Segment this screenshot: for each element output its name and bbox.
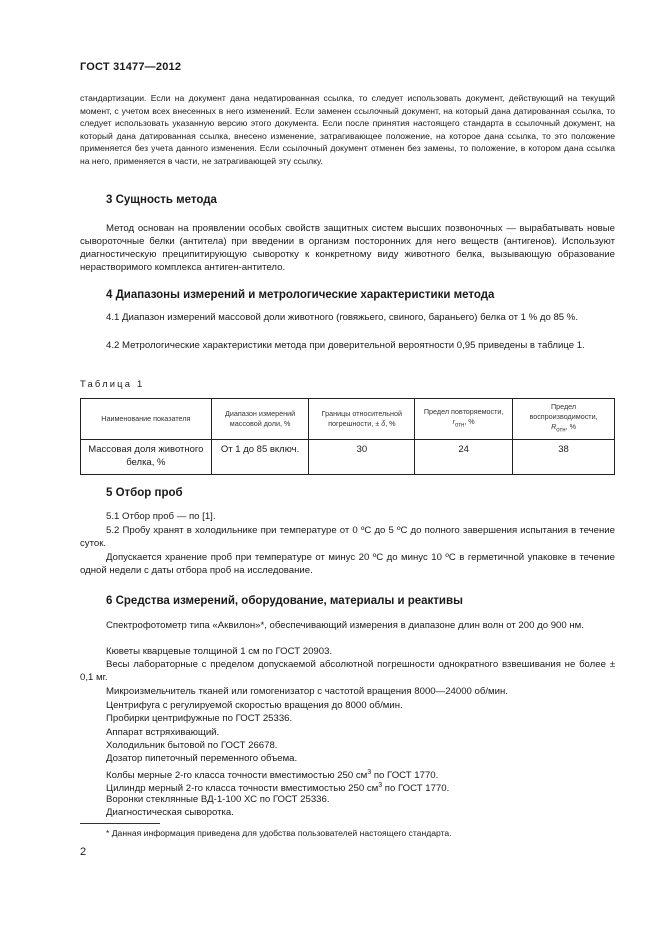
- cell-repeatability: 24: [415, 440, 513, 475]
- equipment-item: Дозатор пипеточный переменного объема.: [106, 753, 298, 764]
- footnote-divider: [80, 823, 160, 824]
- section-4-heading: 4 Диапазоны измерений и метрологические характеристики метода: [106, 289, 495, 301]
- header-indicator-name: Наименование показателя: [81, 399, 212, 440]
- equipment-item: Колбы мерные 2-го класса точности вместимостью 250 $см^3$ по ГОСТ 1770.: [106, 769, 439, 782]
- equipment-item: Аппарат встряхивающий.: [106, 727, 220, 738]
- section-3-heading: 3 Сущность метода: [106, 194, 217, 206]
- cell-error: 30: [309, 440, 415, 475]
- equipment-item: Кюветы кварцевые толщиной 1 см по ГОСТ 20903.: [106, 646, 333, 657]
- intro-paragraph: стандартизации. Если на документ дана недатированная ссылка, то следует использовать документ, действующий на текущий момент, с учетом всех внесенных в него изменений. Если заменен ссылочный документ, на который дана датированная ссылка, то следует использовать указанную версию этого документа. Если после принятия настоящего стандарта в ссылочный документ, на который дана датированная ссылка, внесено изменение, затрагивающее положение, на которое дана ссылка, то это положение применяется без учета данного изменения. Если ссылочный документ отменен без замены, то положение, в котором дана ссылка на него, применяется в части, не затрагивающей эту ссылку.: [80, 93, 615, 166]
- equipment-item: Спектрофотометр типа «Аквилон»*, обеспечивающий измерения в диапазоне длин волн от 200 до 900 нм.: [106, 620, 584, 631]
- cell-range: От 1 до 85 включ.: [211, 440, 309, 475]
- header-repeatability: Предел повторяемости, $r_{отн}$, %: [415, 399, 513, 440]
- table-header-row: [81, 399, 615, 440]
- equipment-item: Цилиндр мерный 2-го класса точности вместимостью 250 $см^3$ по ГОСТ 1770.: [106, 782, 450, 795]
- header-error-bounds: Границы относительной погрешности, ± δ, %: [309, 399, 415, 440]
- section-5-2-text: 5.2 Пробу хранят в холодильнике при температуре от 0 ºС до 5 ºС до полного завершения испытания в течение суток.: [80, 525, 615, 549]
- footnote: * Данная информация приведена для удобства пользователей настоящего стандарта.: [106, 828, 452, 838]
- header-reproducibility: Предел воспроизводимости, $R_{отн}$, %: [513, 399, 615, 440]
- section-5-note: Допускается хранение проб при температуре от минус 20 ºС до минус 10 ºС в герметичной упаковке в течение одной недели с даты отбора проб на исследование.: [80, 552, 615, 576]
- standard-header: ГОСТ 31477—2012: [80, 61, 182, 73]
- equipment-item: Пробирки центрифужные по ГОСТ 25336.: [106, 713, 293, 724]
- equipment-item: Диагностическая сыворотка.: [106, 807, 234, 818]
- section-5-1-text: 5.1 Отбор проб — по [1].: [106, 511, 216, 522]
- header-range: Диапазон измерений массовой доли, %: [211, 399, 309, 440]
- section-5-heading: 5 Отбор проб: [106, 487, 183, 499]
- equipment-item: Весы лабораторные с пределом допускаемой абсолютной погрешности однократного взвешивания не более ± 0,1 мг.: [80, 659, 615, 683]
- table-row: [81, 440, 615, 475]
- section-6-heading: 6 Средства измерений, оборудование, материалы и реактивы: [106, 595, 463, 607]
- section-4-1-text: 4.1 Диапазон измерений массовой доли животного (говяжьего, свиного, бараньего) белка от 1 % до 85 %.: [106, 312, 578, 323]
- metrology-table: [80, 398, 615, 475]
- equipment-item: Центрифуга с регулируемой скоростью вращения до 8000 об/мин.: [106, 700, 403, 711]
- equipment-item: Микроизмельчитель тканей или гомогенизатор с частотой вращения 8000—24000 об/мин.: [106, 686, 508, 697]
- cell-indicator-name: Массовая доля животного белка, %: [81, 440, 212, 475]
- equipment-item: Воронки стеклянные ВД-1-100 ХС по ГОСТ 25336.: [106, 794, 330, 805]
- cell-reproducibility: 38: [513, 440, 615, 475]
- section-3-text: Метод основан на проявлении особых свойств защитных систем высших позвоночных — вырабатывать новые сывороточные белки (антитела) при введении в организм посторонних для него веществ (антигенов). Используют диагностическую преципитирующую сыворотку к конкретному виду животного белка, вызывающую образование нерастворимого комплекса антиген-антитело.: [80, 223, 615, 273]
- section-4-2-text: 4.2 Метрологические характеристики метода при доверительной вероятности 0,95 приведены в таблице 1.: [106, 340, 585, 351]
- equipment-item: Холодильник бытовой по ГОСТ 26678.: [106, 740, 278, 751]
- page-number: 2: [80, 846, 87, 858]
- table-caption: Таблица 1: [80, 378, 145, 389]
